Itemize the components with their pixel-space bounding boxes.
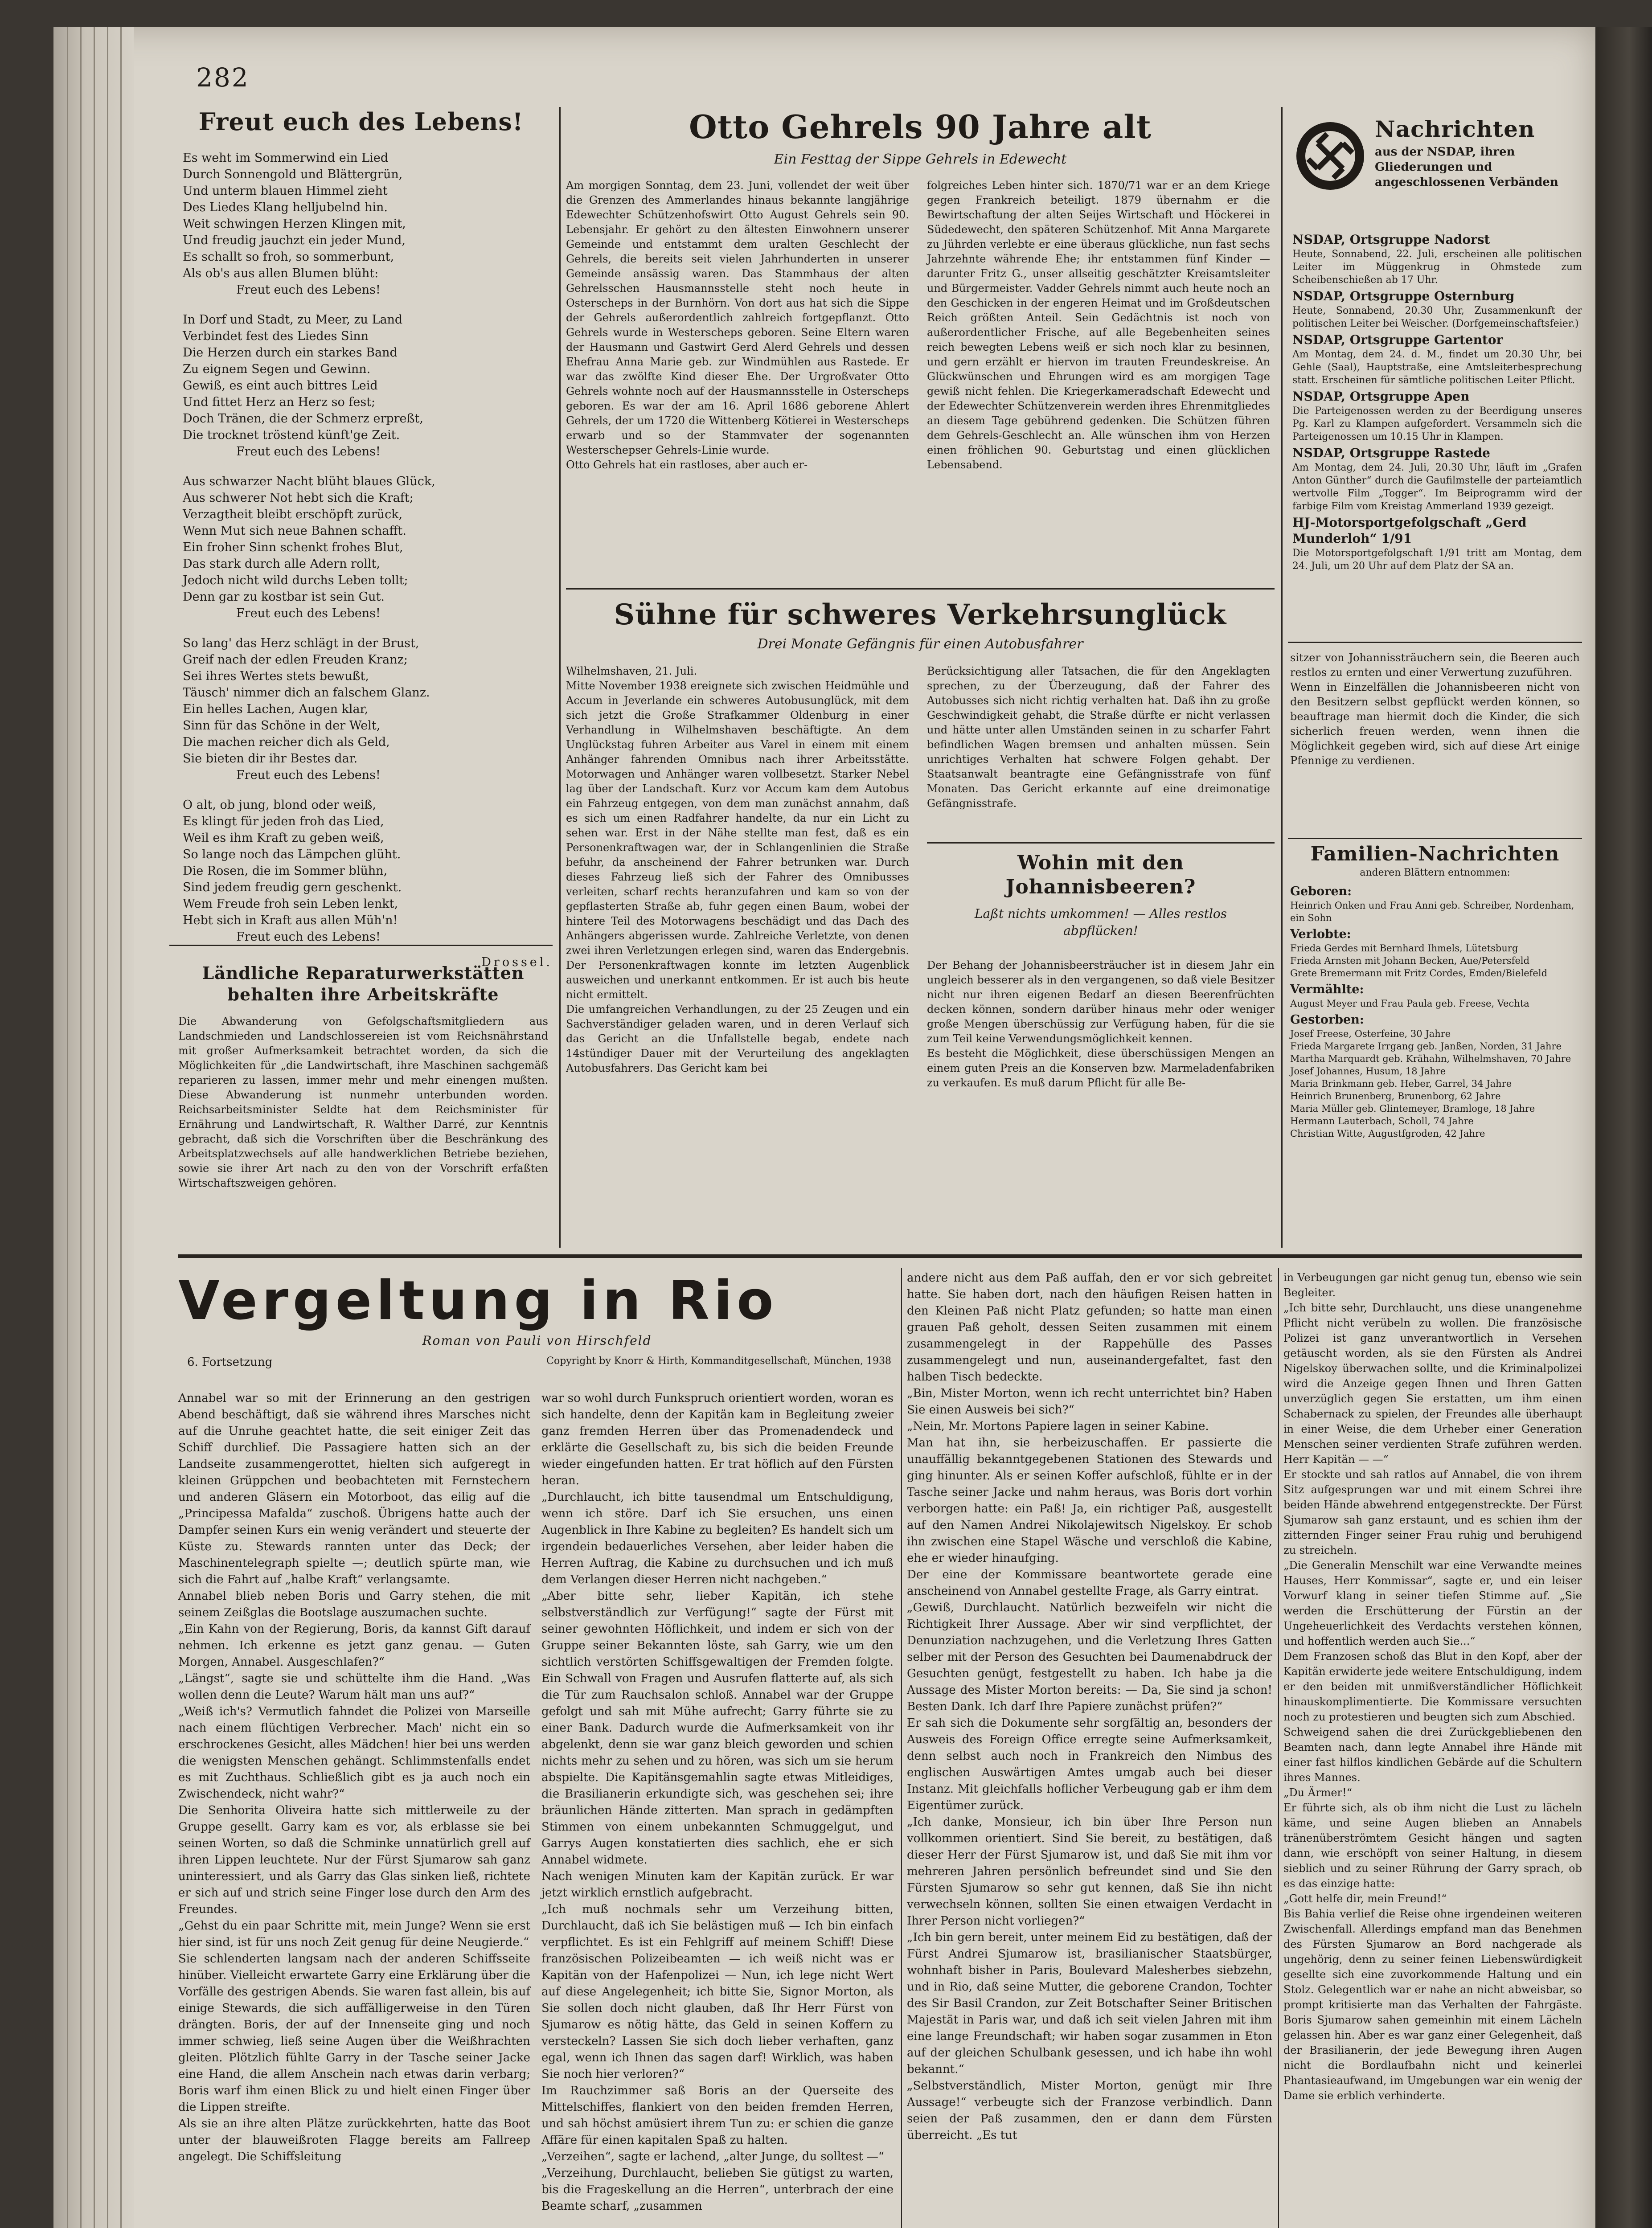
familien-section-head: Gestorben: — [1290, 1013, 1364, 1027]
serial-byline: Roman von Pauli von Hirschfeld — [422, 1333, 652, 1348]
nachrichten-item-text: Am Montag, dem 24. Juli, 20.30 Uhr, läuft im „Grafen Anton Günther“ durch die Gaufilmstelle der parteiamtlich wertvolle Film „Togger“. Im Beiprogramm wird der farbige Film vom Kreistag Ammerland 1939 gezeigt. — [1292, 462, 1582, 512]
divider — [1288, 838, 1582, 839]
column-divider — [559, 107, 561, 1248]
nachrichten-item-text: Heute, Sonnabend, 20.30 Uhr, Zusammenkunft der politischen Leiter bei Weischer. (Dorfgemeinschaftsfeier.) — [1292, 305, 1582, 329]
suehne-col-1 — [566, 664, 909, 1248]
poem-author: Drossel. — [481, 955, 553, 969]
gehrels-col-2 — [927, 178, 1270, 588]
nachrichten-header — [1375, 116, 1580, 190]
johannis-col-2 — [1290, 651, 1580, 838]
divider — [169, 945, 553, 946]
poem-stanza: In Dorf und Stadt, zu Meer, zu Land Verbindet fest des Liedes Sinn Die Herzen durch ein starkes Band Zu eignem Segen und Gewinn. Gewiß, es eint auch bittres Leid Und fittet Herz an Herz so fest; Doch Tränen, die der Schmerz erpreßt, Die trocknet tröstend künft'ge Zeit. — [183, 313, 423, 442]
johannis-text-2: sitzer von Johannissträuchern sein, die Beeren auch restlos zu ernten und einer Verwertung zuzuführen. Wenn in Einzelfällen die Johannisbeeren nicht von den Besitzern selbst gepflückt werden können, so beauftrage man hiermit doch die Kinder, die sich sicherlich freuen werden, wenn ihnen die Möglichkeit gegeben wird, sich auf diese Art einige Pfennige zu verdienen. — [1290, 651, 1580, 767]
suehne-text-1: Wilhelmshaven, 21. Juli. Mitte November 1938 ereignete sich zwischen Heidmühle und Accum in Jeverlande ein schweres Autobusunglück, mit dem sich jetzt die Große Strafkammer Oldenburg in einer Verhandlung in Wilhelmshaven beschäftigte. An dem Unglückstag fuhren Arbeiter aus Varel in einem mit einem Anhänger fahrenden Omnibus nach ihrer Arbeitsstätte. Motorwagen und Anhänger waren vollbesetzt. Starker Nebel lag über der Landschaft. Kurz vor Accum kam dem Autobus ein Fahrzeug entgegen, von dem man zunächst annahm, daß es sich um einen Radfahrer handelte, da nur ein Licht zu sehen war. Erst in der Nähe stellte man fest, daß es ein Personenkraftwagen war, der in Schlangenlinien die Straße befuhr, da anscheinend der Fahrer betrunken war. Durch dieses Fahrzeug ließ sich der Fahrer des Omnibusses verleiten, scharf rechts heranzufahren und kam so von der gepflasterten Straße ab, fuhr gegen einen Baum, wobei der hintere Teil des Motorwagens beschädigt und das Dach des Anhängers abgerissen wurde. Zahlreiche Verletzte, von denen zwei ihren Verletzungen erlegen sind, waren das Endergebnis. Der Personenkraftwagen konnte im letzten Augenblick ausweichen und unerkannt entkommen. Er ist auch bis heute nicht ermittelt. Die umfangreichen Verhandlungen, zu der 25 Zeugen und ein Sachverständiger geladen waren, und in deren Verlauf sich das Gericht an die Unfallstelle begab, endete nach 14stündiger Dauer mit der Verurteilung des angeklagten Autobusfahrers. Das Gericht kam bei — [566, 665, 909, 1074]
nachrichten-item — [1292, 389, 1582, 443]
serial-copyright: Copyright by Knorr & Hirth, Kommanditgesellschaft, München, 1938 — [546, 1356, 891, 1367]
serial-col-1 — [178, 1390, 530, 2228]
book-edge-shadow — [1595, 27, 1652, 2228]
poem-refrain: Freut euch des Lebens! — [236, 930, 381, 944]
nachrichten-item-head: NSDAP, Ortsgruppe Osternburg — [1292, 289, 1515, 303]
poem-refrain: Freut euch des Lebens! — [236, 768, 381, 782]
familien-block — [1290, 842, 1580, 1248]
poem-column — [169, 107, 553, 969]
nachrichten-subtitle: aus der NSDAP, ihren Gliederungen und angeschlossenen Verbänden — [1375, 145, 1558, 189]
poem-stanza: So lang' das Herz schlägt in der Brust, Greif nach der edlen Freuden Kranz; Sei ihres Wertes stets bewußt, Täusch' nimmer dich an falschem Glanz. Ein helles Lachen, Augen klar, Sinn für das Schöne in der Welt, Die machen reicher dich als Geld, Sie bieten dir ihr Bestes dar. — [183, 636, 430, 766]
serial-text-4: in Verbeugungen gar nicht genug tun, ebenso wie sein Begleiter. „Ich bitte sehr, Durchlaucht, uns diese unangenehme Pflicht nicht verübeln zu wollen. Die französische Polizei ist ganz unverantwortlich in Versehen getäuscht worden, als sie den Fürsten als Andrei Nigelskoy überwachen sollte, und die Kriminalpolizei wird die Anzeige gegen Ihnen und Ihren Gatten unverzüglich gegen Sie erstatten, um ihm einen Schabernack zu spielen, der Freundes alle überhaupt in einer Weise, die dem Urheber einer Generation Menschen seiner verdienten Strafe zuführen werden. Herr Kapitän — —“ Er stockte und sah ratlos auf Annabel, die von ihrem Sitz aufgesprungen war und mit einem Schrei ihre beiden Hände abwehrend entgegenstreckte. Der Fürst Sjumarow sah ganz erstaunt, und es schien ihm der zitternden Finger seiner Frau ruhig und beruhigend zu streicheln. „Die Generalin Menschilt war eine Verwandte meines Hauses, Herr Kommissar“, sagte er, und ein leiser Vorwurf klang in seiner tiefen Stimme auf. „Sie werden die Erschütterung der Fürstin an der Ungeheuerlichkeit des Verdachts verstehen können, und hoffentlich werden auch Sie...“ Dem Franzosen schoß das Blut in den Kopf, aber der Kapitän erwiderte jede weitere Entschuldigung, indem er den beiden mit unmißverständlicher Höflichkeit hinauskomplimentierte. Die Kommissare versuchten noch zu protestieren und beugten sich zum Abschied. Schweigend sahen die drei Zurückgebliebenen den Beamten nach, dann legte Annabel ihre Hände mit einer fast hilflos kindlichen Gebärde auf die Schultern ihres Mannes. „Du Ärmer!“ Er führte sich, als ob ihm nicht die Lust zu lächeln käme, und seine Augen blieben an Annabels tränenüberströmtem Gesicht hängen und sagten dann, wie erschöpft von seiner Haltung, in diesem sieblich und zu seiner Rührung der Garry sprach, ob es das einzige hatte: „Gott helfe dir, mein Freund!“ Bis Bahia verlief die Reise ohne irgendeinen weiteren Zwischenfall. Allerdings empfand man das Benehmen des Fürsten Sjumarow an Bord nachgerade als ungehörig, denn zu seiner feinen Liebenswürdigkeit gesellte sich eine zuvorkommende Haltung und ein Stolz. Gelegentlich war er nahe an nicht abweisbar, so prompt kritisierte man das Verhalten der Fahrgäste. Boris Sjumarow sahen gemeinhin mit einem Lächeln gelassen hin. Aber es war ganz einer Gelegenheit, daß der Brasilianerin, der jede Bewegung ihren Augen nicht die Bordlaufbahn nicht und keinerlei Phantasieaufwand, im Umgebungen war ein wenig der Dame sie erblich verhinderte. — [1283, 1271, 1582, 2102]
gehrels-subtitle: Ein Festtag der Sippe Gehrels in Edewecht — [774, 152, 1067, 167]
suehne-title: Sühne für schweres Verkehrsunglück — [614, 598, 1227, 631]
serial-title: Vergeltung in Rio — [178, 1270, 778, 1332]
page-number: 282 — [196, 62, 250, 93]
suehne-col-2 — [927, 664, 1270, 829]
handwerk-article — [178, 962, 548, 1243]
johannis-article — [927, 851, 1275, 1248]
serial-col-2 — [541, 1390, 894, 2228]
suehne-text-2: Berücksichtigung aller Tatsachen, die für den Angeklagten sprechen, zu der Überzeugung, daß der Fahrer des Autobusses sich nicht richtig verhalten hat. Daß ihn zu große Geschwindigkeit gehabt, die Straße dürfte er nicht verlassen und hätte unter allen Umständen seinen in zu scharfer Fahrt befindlichen Wagen bremsen und anhalten müssen. Sein unrichtiges Verhalten hat schwere Folgen gehabt. Der Staatsanwalt beantragte eine Gefängnisstrafe von fünf Monaten. Das Gericht erkannte auf eine dreimonatige Gefängnisstrafe. — [927, 665, 1270, 810]
nachrichten-item — [1292, 515, 1582, 573]
serial-meta — [178, 1356, 896, 1373]
familien-subtitle: anderen Blättern entnommen: — [1360, 867, 1510, 878]
gehrels-col-1 — [566, 178, 909, 588]
serial-text-1: Annabel war so mit der Erinnerung an den gestrigen Abend beschäftigt, daß sie während ihres Marsches nicht auf die Unruhe geachtet hatte, die seit einiger Zeit das Schiff durchlief. Die Passagiere hatten sich an der Landseite zusammengerottet, hielten sich aufgeregt in kleinen Grüppchen und beobachteten mit Fernstechern und anderen Gläsern ein Motorboot, das eilig auf die „Principessa Mafalda“ zuschoß. Übrigens hatte auch der Dampfer seinen Kurs ein wenig verändert und steuerte der Küste zu. Stewards rannten unter das Deck; der Maschinentelegraph spielte —; deutlich spürte man, wie sich die Fahrt auf „halbe Kraft“ verlangsamte. Annabel blieb neben Boris und Garry stehen, die mit seinem Zeißglas die Bootslage auszumachen suchte. „Ein Kahn von der Regierung, Boris, da kannst Gift darauf nehmen. Ich erkenne es jetzt ganz genau. — Guten Morgen, Annabel. Ausgeschlafen?“ „Längst“, sagte sie und schüttelte ihm die Hand. „Was wollen denn die Leute? Warum hält man uns auf?“ „Weiß ich's? Vermutlich fahndet die Polizei von Marseille nach einem flüchtigen Verbrecher. Mach' nicht ein so erschrockenes Gesicht, alles Mädchen! hier bei uns werden die wenigsten Menschen gehängt. Schlimmstenfalls endet es mit Zuchthaus. Schließlich gibt es ja auch noch ein Zwischendeck, nicht wahr?“ Die Senhorita Oliveira hatte sich mittlerweile zu der Gruppe gesellt. Garry kam es vor, als erblasse sie bei seinen Worten, so daß die Schminke unnatürlich grell auf ihren Lippen leuchtete. Nur der Fürst Sjumarow sah ganz uninteressiert, und als Garry das Glas sinken ließ, richtete er sich auf und strich seine Finger lose durch den Arm des Freundes. „Gehst du ein paar Schritte mit, mein Junge? Wenn sie erst hier sind, ist für uns noch Zeit genug für deine Neugierde.“ Sie schlenderten langsam nach der anderen Schiffsseite hinüber. Vielleicht erwartete Garry eine Erklärung über die Vorfälle des gestrigen Abends. Sie waren fast allein, bis auf einige Stewards, die sich auffälligerweise in den Türen drängten. Boris, der auf der Innenseite ging und noch immer schwieg, ließ seine Augen über die Weißhrachten gleiten. Plötzlich fühlte Garry in der Tasche seiner Jacke eine Hand, die allem Anschein nach etwas darin verbarg; Boris warf ihm einen Blick zu und hielt einen Finger über die Lippen streifte. Als sie an ihre alten Plätze zurückkehrten, hatte das Boot unter der blauweißroten Flagge bereits am Fallreep angelegt. Die Schiffsleitung — [178, 1392, 530, 2163]
handwerk-title: Ländliche Reparaturwerkstätten behalten ihre Arbeitskräfte — [202, 963, 525, 1004]
column-divider — [1278, 1268, 1279, 2228]
nachrichten-list — [1292, 232, 1582, 573]
nachrichten-item — [1292, 232, 1582, 287]
familien-title: Familien-Nachrichten — [1310, 843, 1560, 865]
gehrels-text-2: folgreiches Leben hinter sich. 1870/71 war er an dem Kriege gegen Frankreich beteiligt. 1879 übernahm er die Bewirtschaftung der alten Seijes Wirtschaft und Höckerei in Südedewecht, den späteren Schützenhof. Mit Anna Margarete zu Jührden verlebte er eine überaus glückliche, nun fast sechs Jahrzehnte währende Ehe; ihr entstammen fünf Kinder — darunter Fritz G., unser allseitig geschätzter Kreisamtsleiter und Bürgermeister. Vadder Gehrels nimmt auch heute noch an den Geschicken in der engeren Heimat und im Großdeutschen Reich größten Anteil. Sein Gedächtnis ist noch von außerordentlicher Frische, auf alle Begebenheiten seines reich bewegten Lebens weiß er sich noch klar zu besinnen, und gern erzählt er hiervon im trauten Freundeskreise. An Glückwünschen und Ehrungen wird es am morgigen Tage gewiß nicht fehlen. Die Kriegerkameradschaft Edewecht und der Edewechter Schützenverein werden ihres Ehrenmitgliedes an diesem Tage gebührend gedenken. Die Schützen führen dem Gehrels-Geschlecht an. Alle wünschen ihm von Herzen einen fröhlichen 90. Geburtstag und einen glücklichen Lebensabend. — [927, 179, 1270, 471]
nachrichten-item-head: NSDAP, Ortsgruppe Apen — [1292, 389, 1470, 404]
familien-section-head: Verlobte: — [1290, 927, 1351, 941]
page-binding-edge — [53, 27, 134, 2228]
nachrichten-item-text: Heute, Sonnabend, 22. Juli, erscheinen alle politischen Leiter im Müggenkrug in Ohmstede zum Scheibenschießen ab 17 Uhr. — [1292, 249, 1582, 286]
familien-section-head: Geboren: — [1290, 885, 1352, 898]
nachrichten-item-head: NSDAP, Ortsgruppe Nadorst — [1292, 232, 1490, 247]
nachrichten-item-head: NSDAP, Ortsgruppe Rastede — [1292, 446, 1490, 460]
serial-text-3: andere nicht aus dem Paß auffah, den er vor sich gebreitet hatte. Sie haben dort, nach den häufigen Reisen hatten in den Kleinen Paß nicht Platz gefunden; so hatte man einen grauen Paß geholt, dessen Seiten zusammen mit einem zusammengelegt in der Rappehülle des Passes zusammengelegt und nun, auseinandergefaltet, fast den halben Tisch bedeckte. „Bin, Mister Morton, wenn ich recht unterrichtet bin? Haben Sie einen Ausweis bei sich?“ „Nein, Mr. Mortons Papiere lagen in seiner Kabine. Man hat ihn, sie herbeizuschaffen. Er passierte die unauffällig bekanntgegebenen Stationen des Stewards und ging hinunter. Als er seinen Koffer aufschloß, fühlte er in der Tasche seiner Jacke und nahm heraus, was Boris dort vorhin verborgen hatte: ein Paß! Ja, ein richtiger Paß, ausgestellt auf den Namen Andrei Nikolajewitsch Nigelskoy. Er schob ihn zwischen eine Stapel Wäsche und verschloß die Kabine, ehe er wieder hinaufging. Der eine der Kommissare beantwortete gerade eine anscheinend von Annabel gestellte Frage, als Garry eintrat. „Gewiß, Durchlaucht. Natürlich bezweifeln wir nicht die Richtigkeit Ihrer Aussage. Aber wir sind verpflichtet, der Denunziation nachzugehen, und die Verletzung Ihres Gatten selber mit der Person des Gesuchten bei Daumenabdruck der Gesuchten genügt, festgestellt zu haben. Ich habe ja die Aussage des Mister Morton bereits: — Da, Sie sind ja schon! Besten Dank. Ich darf Ihre Papiere zunächst prüfen?“ Er sah sich die Dokumente sehr sorgfältig an, besonders der Ausweis des Foreign Office erregte seine Aufmerksamkeit, denn selbst auch noch in Frankreich den Nimbus des englischen Auswärtigen Amtes umgab auch bei dieser Instanz. Mit gleichfalls hoflicher Verbeugung gab er ihm dem Eigentümer zurück. „Ich danke, Monsieur, ich bin über Ihre Person nun vollkommen orientiert. Sind Sie bereit, zu bestätigen, daß dieser Herr der Fürst Sjumarow ist, und daß Sie mit ihm vor mehreren Jahren persönlich befreundet sind und Sie den Fürsten Sjumarow so sehr gut kennen, daß Sie ihn nicht verwechseln können, sollten Sie einen etwaigen Verdacht in Ihrer Person nicht vorliegen?“ „Ich bin gern bereit, unter meinem Eid zu bestätigen, daß der Fürst Andrei Sjumarow ist, brasilianischer Staatsbürger, wohnhaft bisher in Paris, Boulevard Malesherbes siebzehn, und in Rio, daß seine Mutter, die geborene Crandon, Tochter des Sir Basil Crandon, zur Zeit Botschafter Seiner Britischen Majestät in Paris war, und daß ich seit vielen Jahren mit ihm eine lange Freundschaft; wir haben sogar zusammen in Eton auf der gleichen Schulbank gesessen, und ich habe ihn wohl bekannt.“ „Selbstverständlich, Mister Morton, genügt mir Ihre Aussage!“ verbeugte sich der Franzose verbindlich. Dann seien der Paß zusammen, den er dann dem Fürsten überreicht. „Es tut — [907, 1271, 1272, 2142]
nachrichten-item-head: HJ-Motorsportgefolgschaft „Gerd Munderloh“ 1/91 — [1292, 515, 1527, 546]
gehrels-article — [566, 107, 1275, 588]
serial-col-3 — [907, 1270, 1272, 2228]
familien-section-text: Heinrich Onken und Frau Anni geb. Schreiber, Nordenham, ein Sohn — [1290, 900, 1574, 923]
column-divider — [901, 1268, 902, 2228]
gehrels-title: Otto Gehrels 90 Jahre alt — [689, 108, 1152, 146]
poem-title: Freut euch des Lebens! — [198, 107, 524, 136]
handwerk-body: Die Abwanderung von Gefolgschaftsmitgliedern aus Landschmieden und Landschlossereien ist vom Reichsnährstand mit großer Aufmerksamkeit betrachtet worden, da sich die Möglichkeiten für „die Landwirtschaft, ihre Maschinen sachgemäß reparieren zu lassen, immer mehr und mehr einengen mußten. Diese Abwanderung ist nunmehr unterbunden worden. Reichsarbeitsminister Seldte hat dem Reichsminister für Ernährung und Landwirtschaft, R. Walther Darré, zur Kenntnis gebracht, daß sich die Vorschriften über die Beschränkung des Arbeitsplatzwechsels auf alle handwerklichen Betriebe beziehen, sowie sie ihrer Art nach zu den von der Vorschrift erfaßten Wirtschaftszweigen gehören. — [178, 1015, 548, 1189]
nachrichten-item-text: Am Montag, dem 24. d. M., findet um 20.30 Uhr, bei Gehle (Saal), Hauptstraße, eine Amtsleiterbesprechung statt. Erscheinen für sämtliche politischen Leiter Pflicht. — [1292, 349, 1582, 386]
poem-stanza: Aus schwarzer Nacht blüht blaues Glück, Aus schwerer Not hebt sich die Kraft; Verzagtheit bleibt erschöpft zurück, Wenn Mut sich neue Bahnen schafft. Ein froher Sinn schenkt frohes Blut, Das stark durch alle Adern rollt, Jedoch nicht wild durchs Leben tollt; Denn gar zu kostbar ist sein Gut. — [183, 475, 435, 604]
nachrichten-item-text: Die Motorsportgefolgschaft 1/91 tritt am Montag, dem 24. Juli, um 20 Uhr auf dem Platz der SA an. — [1292, 548, 1582, 572]
poem-stanza: O alt, ob jung, blond oder weiß, Es klingt für jeden froh das Lied, Weil es ihm Kraft zu geben weiß, So lange noch das Lämpchen glüht. Die Rosen, die im Sommer blühn, Sind jedem freudig gern geschenkt. Wem Freude froh sein Leben lenkt, Hebt sich in Kraft aus allen Müh'n! — [183, 798, 402, 927]
column-divider — [1281, 107, 1283, 1248]
nachrichten-item-head: NSDAP, Ortsgruppe Gartentor — [1292, 332, 1503, 347]
serial-text-2: war so wohl durch Funkspruch orientiert worden, woran es sich handelte, denn der Kapitän kam in Begleitung zweier ganz fremden Herren über das Promenadendeck und erklärte die Gesellschaft zu, bis sich die beiden Freunde wieder eingefunden hatten. Er trat höflich auf den Fürsten heran. „Durchlaucht, ich bitte tausendmal um Entschuldigung, wenn ich störe. Darf ich Sie ersuchen, uns einen Augenblick in Ihre Kabine zu begleiten? Es handelt sich um irgendein bedauerliches Versehen, aber leider haben die Herren Auftrag, die Kabine zu durchsuchen und ich muß dem Verlangen dieser Herren nicht nachgeben.“ „Aber bitte sehr, lieber Kapitän, ich stehe selbstverständlich zur Verfügung!“ sagte der Fürst mit seiner gewohnten Höflichkeit, und indem er sich von der Gruppe seiner Bekannten löste, sah Garry, wie um den sichtlich verstörten Schiffsgewaltigen der Fremden folgte. Ein Schwall von Fragen und Ausrufen flatterte auf, als sich die Tür zum Rauchsalon schloß. Annabel war der Gruppe gefolgt und sah mit Mühe aufrecht; Garry führte sie zu einer Bank. Dadurch wurde die Aufmerksamkeit von ihr abgelenkt, denn sie war ganz bleich geworden und schien nichts mehr zu sehen und zu hören, was sich um sie herum abspielte. Die Kapitänsgemahlin sagte etwas Mitleidiges, die Brasilianerin erkundigte sich, was geschehen sei; ihre bräunlichen Hände zitterten. Man sprach in gedämpften Stimmen von einem unbekannten Schmuggelgut, und Garrys Augen konstatierten dies sachlich, ehe er sich Annabel widmete. Nach wenigen Minuten kam der Kapitän zurück. Er war jetzt wirklich ernstlich aufgebracht. „Ich muß nochmals sehr um Verzeihung bitten, Durchlaucht, daß ich Sie belästigen muß — Ich bin einfach verpflichtet. Es ist ein Fehlgriff auf meinem Schiff! Diese französischen Polizeibeamten — ich weiß nicht was er Kapitän von der Hafenpolizei — Nun, ich lege nicht Wert auf diese Angelegenheit; ich bitte Sie, Signor Morton, als Sie sollen doch nicht glauben, daß Ihr Herr Fürst von Sjumarow es nötig hätte, das Geld in seinen Koffern zu versteckeln? Lassen Sie sich doch lieber verhaften, ganz egal, wenn ich Ihnen das sagen darf! Wirklich, was haben Sie noch hier verloren?“ Im Rauchzimmer saß Boris an der Querseite des Mittelschiffes, flankiert von den beiden fremden Herren, und sah höchst amüsiert ihrem Tun zu: er schien die ganze Affäre für einen kapitalen Spaß zu halten. „Verzeihen“, sagte er lachend, „alter Junge, du solltest —“ „Verzeihung, Durchlaucht, belieben Sie gütigst zu warten, bis die Frageskellung an die Herren“, unterbrach der eine Beamte scharf, „zusammen — [541, 1392, 894, 2213]
nachrichten-item-text: Die Parteigenossen werden zu der Beerdigung unseres Pg. Karl zu Klampen aufgefordert. Versammeln sich die Parteigenossen um 10.15 Uhr in Klampen. — [1292, 405, 1582, 442]
poem-body — [183, 150, 553, 945]
familien-sections — [1290, 884, 1580, 1140]
poem-refrain: Freut euch des Lebens! — [236, 283, 381, 297]
divider — [927, 842, 1275, 844]
serial-installment: 6. Fortsetzung — [187, 1356, 273, 1369]
familien-section-text: August Meyer und Frau Paula geb. Freese, Vechta — [1290, 998, 1529, 1009]
gehrels-text-1: Am morgigen Sonntag, dem 23. Juni, vollendet der weit über die Grenzen des Ammerlandes hinaus bekannte langjährige Edewechter Schützenhofswirt Otto August Gehrels sein 90. Lebensjahr. Er gehört zu den ältesten Einwohnern unserer Gemeinde und entstammt dem uralten Geschlecht der Gehrels, die bereits seit vielen Jahrhunderten in unserer Gemeinde ansässig waren. Das Stammhaus der alten Gehrelsschen Hausmannsstelle steht noch heute in Osterscheps in der Burnhörn. Von dort aus hat sich die Sippe der Gehrels außerordentlich zahlreich fortgepflanzt. Otto Gehrels wurde in Westerscheps geboren. Seine Eltern waren der Hausmann und Gastwirt Gerd Alerd Gehrels und dessen Ehefrau Anna Marie geb. zur Windmühlen aus Rastede. Er war das zwölfte Kind dieser Ehe. Der Urgroßvater Otto Gehrels wohnte noch auf der Hausmannsstelle in Osterscheps geboren. Es war der am 16. April 1686 geborene Ahlert Gehrels, der um 1720 die Wittenberg Kötierei in Westerscheps erwarb und so der Stammvater der sogenannten Westerschepser Gehrels-Linie wurde. Otto Gehrels hat ein rastloses, aber auch er- — [566, 179, 909, 471]
johannis-title: Wohin mit den Johannisbeeren? — [1005, 852, 1196, 898]
familien-section-text: Josef Freese, Osterfeine, 30 Jahre Frieda Margarete Irrgang geb. Janßen, Norden, 31 Jahre Martha Marquardt geb. Krähahn, Wilhelmshaven, 70 Jahre Josef Johannes, Husum, 18 Jahre Maria Brinkmann geb. Heber, Garrel, 34 Jahre Heinrich Brunenberg, Brunenborg, 62 Jahre Maria Müller geb. Glintemeyer, Bramloge, 18 Jahre Hermann Lauterbach, Scholl, 74 Jahre Christian Witte, Augustfgroden, 42 Jahre — [1290, 1028, 1571, 1139]
section-divider — [178, 1254, 1582, 1258]
familien-section-text: Frieda Gerdes mit Bernhard Ihmels, Lütetsburg Frieda Arnsten mit Johann Becken, Aue/Petersfeld Grete Bremermann mit Fritz Cordes, Emden/Bielefeld — [1290, 943, 1548, 979]
divider — [566, 588, 1275, 590]
suehne-subtitle: Drei Monate Gefängnis für einen Autobusfahrer — [757, 636, 1083, 652]
nachrichten-item — [1292, 332, 1582, 387]
nachrichten-item — [1292, 288, 1582, 330]
poem-stanza: Es weht im Sommerwind ein Lied Durch Sonnengold und Blättergrün, Und unterm blauen Himmel zieht Des Liedes Klang helljubelnd hin. Weit schwingen Herzen Klingen mit, Und freudig jauchzt ein jeder Mund, Es schallt so froh, so sommerbunt, Als ob's aus allen Blumen blüht: — [183, 151, 406, 280]
poem-refrain: Freut euch des Lebens! — [236, 445, 381, 459]
familien-section-head: Vermählte: — [1290, 983, 1364, 996]
party-emblem-icon — [1295, 120, 1366, 192]
johannis-text-1: Der Behang der Johannisbeersträucher ist in diesem Jahr ein ungleich besserer als in den vergangenen, so daß viele Besitzer nicht nur ihren eigenen Bedarf an diesen Beerenfrüchten decken können, sondern darüber hinaus mehr oder weniger große Mengen überschüssig zur Verfügung haben, für die sie zum Teil keine Verwendungsmöglichkeit kennen. Es besteht die Möglichkeit, diese überschüssigen Mengen an einem guten Preis an die Konserven bzw. Marmeladenfabriken zu verkaufen. Es muß darum Pflicht für alle Be- — [927, 959, 1275, 1089]
serial-col-4 — [1283, 1270, 1582, 2228]
nachrichten-item — [1292, 445, 1582, 513]
johannis-col-1 — [927, 958, 1275, 1248]
johannis-subtitle: Laßt nichts umkommen! — Alles restlos abpflücken! — [974, 906, 1227, 938]
poem-refrain: Freut euch des Lebens! — [236, 606, 381, 620]
divider — [1288, 642, 1582, 643]
nachrichten-block — [1288, 111, 1582, 628]
nachrichten-title: Nachrichten — [1375, 116, 1535, 142]
